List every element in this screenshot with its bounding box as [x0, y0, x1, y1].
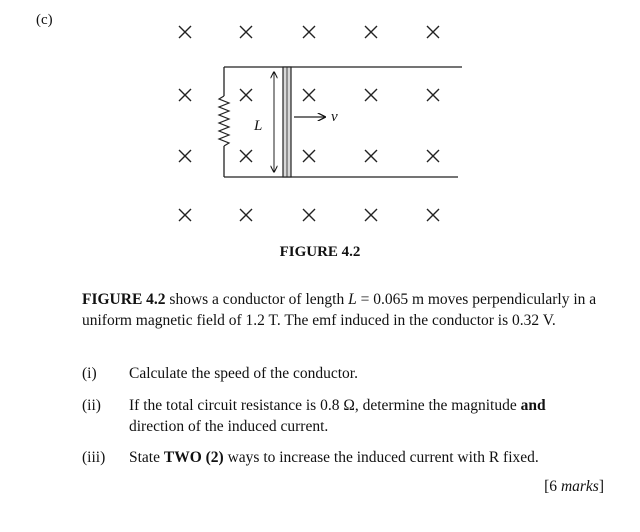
field-cross-icon	[427, 26, 439, 38]
question-number: (i)	[82, 365, 97, 382]
question-text: Calculate the speed of the conductor.	[129, 365, 358, 382]
resistor-icon	[219, 96, 229, 146]
question-iii	[82, 448, 602, 469]
marks-close: ]	[598, 478, 604, 495]
question-text	[129, 448, 602, 469]
question-text-part: direction of the induced current.	[129, 417, 329, 435]
marks-word: marks	[560, 478, 599, 495]
paragraph-text-2: = 0.065 m moves perpendicularly in a uniform magnetic field of 1.2 T. The emf induced in the conductor is 0.32 V.	[82, 291, 597, 329]
field-cross-icon	[427, 150, 439, 162]
field-cross-icon	[240, 150, 252, 162]
field-cross-icon	[427, 209, 439, 221]
paragraph-text-1: shows a conductor of length	[165, 291, 349, 308]
question-i	[82, 364, 602, 385]
field-cross-icon	[303, 150, 315, 162]
field-cross-icon	[303, 89, 315, 101]
part-label: (c)	[36, 12, 53, 28]
marks-open: [6	[544, 478, 561, 495]
question-number: (iii)	[82, 449, 106, 466]
length-label: L	[254, 118, 263, 134]
field-cross-icon	[427, 89, 439, 101]
figure-4-2-diagram	[0, 0, 640, 240]
field-cross-icon	[365, 209, 377, 221]
field-cross-icon	[303, 26, 315, 38]
field-cross-icon	[240, 89, 252, 101]
field-cross-icon	[365, 89, 377, 101]
field-cross-icon	[179, 26, 191, 38]
problem-paragraph	[82, 290, 612, 332]
length-symbol: L	[348, 291, 357, 308]
field-cross-icon	[179, 89, 191, 101]
question-text-part: If the total circuit resistance is 0.8 Ω, determine the magnitude	[129, 397, 521, 414]
marks-label	[544, 478, 604, 496]
field-cross-icon	[365, 26, 377, 38]
field-cross-icon	[179, 209, 191, 221]
field-cross-icon	[179, 150, 191, 162]
question-ii	[82, 396, 602, 438]
question-text-part: ways to increase the induced current with R fixed.	[223, 449, 539, 466]
magnetic-field-crosses	[179, 26, 439, 221]
question-number: (ii)	[82, 397, 101, 414]
question-text	[129, 396, 602, 438]
figure-reference: FIGURE 4.2	[82, 291, 166, 308]
question-bold-text: and	[520, 397, 546, 414]
question-bold-text: TWO (2)	[163, 449, 224, 466]
velocity-label: v	[331, 109, 338, 125]
question-text-part: State	[129, 449, 164, 466]
field-cross-icon	[240, 26, 252, 38]
figure-caption: FIGURE 4.2	[279, 244, 361, 260]
field-cross-icon	[240, 209, 252, 221]
field-cross-icon	[303, 209, 315, 221]
field-cross-icon	[365, 150, 377, 162]
